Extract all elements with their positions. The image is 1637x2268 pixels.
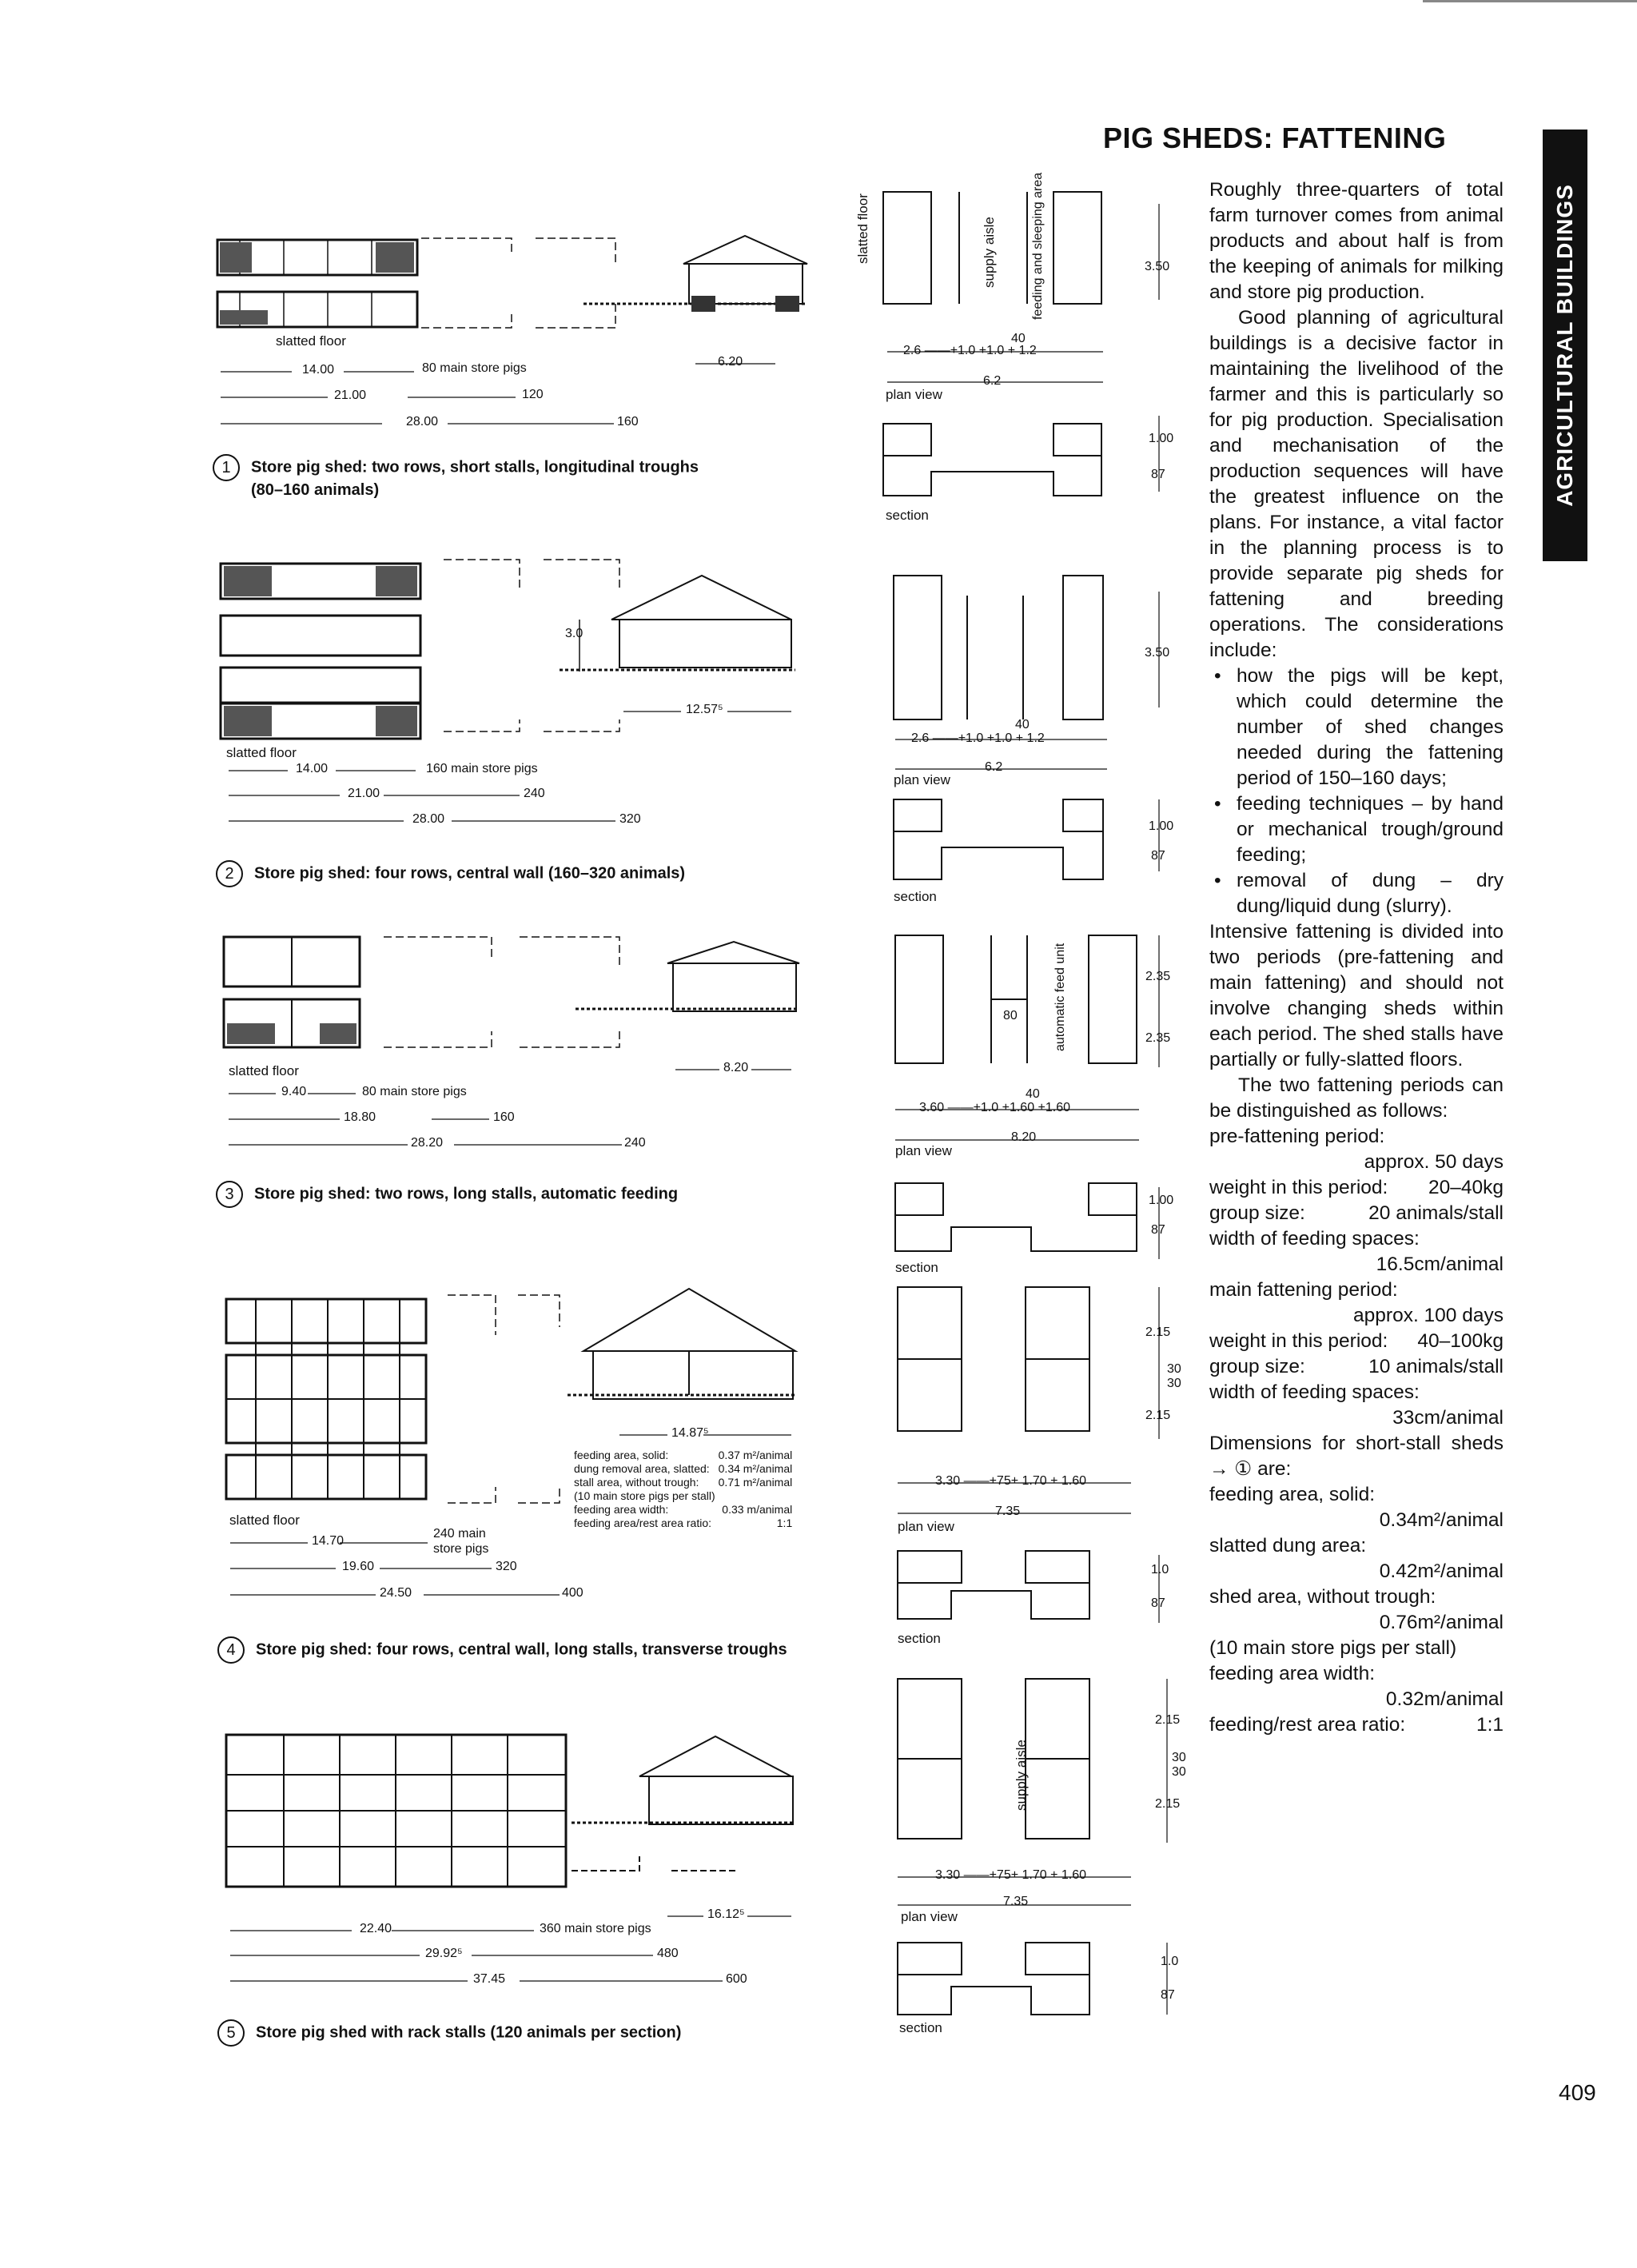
fig1-caption-line2: (80–160 animals) [251, 481, 380, 499]
fig3-section-drawing [576, 942, 799, 1011]
note-value [719, 1489, 796, 1503]
fig2-dim: 12.57⁵ [686, 703, 723, 716]
fig1-dim: 6.20 [718, 355, 743, 369]
detail4-h4: 2.15 [1145, 1409, 1171, 1422]
spec-value: 16.5cm/animal [1376, 1254, 1504, 1275]
fig5-dim: 37.45 [473, 1972, 506, 1986]
detail3-width: 8.20 [1011, 1130, 1037, 1144]
detail5-h2: 30 [1172, 1751, 1186, 1764]
note-label: (10 main store pigs per stall) [574, 1489, 715, 1502]
fig2-dim: 320 [619, 812, 641, 826]
spec-value: 10 animals/stall [1368, 1356, 1504, 1377]
list-item: • removal of dung – dry dung/liquid dung (slurry). [1237, 868, 1504, 919]
fig3-dim: 80 main store pigs [362, 1085, 467, 1098]
note-label: feeding area/rest area ratio: [574, 1517, 711, 1529]
fig2-dim: 21.00 [348, 787, 380, 800]
spec-value: 0.32m/animal [1385, 1688, 1504, 1710]
detail1-width: 6.2 [983, 374, 1002, 388]
detail3-row-dims: 3.60 ——+1.0 +1.60 +1.60 [919, 1101, 1071, 1114]
detail3-s2: 87 [1151, 1223, 1165, 1237]
pre-days: approx. 50 days [1364, 1151, 1504, 1173]
fig3-dim: 9.40 [281, 1085, 307, 1098]
detail5-h1: 2.15 [1155, 1713, 1181, 1727]
detail-4-section [898, 1551, 1089, 1619]
section-tab-label: AGRICULTURAL BUILDINGS [1552, 184, 1577, 507]
detail1-s2: 87 [1151, 468, 1165, 481]
detail-4-plan [898, 1287, 1089, 1431]
fig3-dim: 18.80 [344, 1110, 376, 1124]
body-text [1209, 177, 1504, 1738]
fig2-floor-label: slatted floor [226, 745, 297, 760]
fig4-floor-label: slatted floor [229, 1513, 300, 1528]
detail2-plan-view: plan view [894, 772, 950, 787]
fig5-plan-drawing [226, 1735, 566, 1887]
spec-value: 20–40kg [1428, 1177, 1504, 1198]
note-value: 0.37 m²/animal [718, 1449, 793, 1461]
detail5-s2: 87 [1161, 1988, 1175, 2002]
fig3-caption-line1: Store pig shed: two rows, long stalls, automatic feeding [254, 1185, 679, 1203]
note-value: 0.71 m²/animal [718, 1476, 793, 1489]
pre-label: pre-fattening period: [1209, 1126, 1385, 1147]
fig1-dim: 21.00 [334, 389, 367, 402]
considerations-list [1209, 664, 1504, 919]
fig5-caption-line1: Store pig shed with rack stalls (120 animals per section) [256, 2023, 682, 2042]
detail1-h1: 3.50 [1145, 260, 1170, 273]
detail1-supply-aisle-label: supply aisle [982, 217, 997, 288]
fig2-section-drawing [560, 576, 795, 672]
fig4-dim: 400 [562, 1586, 584, 1600]
note-label: feeding area width: [574, 1503, 669, 1516]
fig4-dim: 19.60 [342, 1560, 375, 1573]
fig5-dim: 22.40 [360, 1922, 392, 1935]
fig3-number: 3 [216, 1181, 243, 1208]
detail5-row-dims: 3.30 ——+75+ 1.70 + 1.60 [935, 1868, 1087, 1882]
fig1-caption [213, 454, 699, 500]
fig4-dim: store pigs [433, 1542, 489, 1556]
detail4-h1: 2.15 [1145, 1325, 1171, 1339]
fig2-dim: 3.0 [565, 627, 584, 640]
note-value: 0.34 m²/animal [718, 1462, 793, 1475]
fig5-dim: 16.12⁵ [707, 1907, 745, 1921]
fig1-dim: 160 [617, 415, 639, 428]
spec-label: group size: [1209, 1202, 1305, 1224]
fig2-plan-drawing [221, 560, 619, 739]
spec-label: feeding area, solid: [1209, 1484, 1376, 1505]
spec-value: 0.34m²/animal [1379, 1509, 1504, 1531]
detail5-width: 7.35 [1003, 1895, 1029, 1908]
fig2-caption [216, 860, 685, 887]
fig5-dim: 29.92⁵ [425, 1947, 463, 1960]
fig3-dim: 28.20 [411, 1136, 444, 1150]
detail3-h1: 2.35 [1145, 970, 1171, 983]
spec-label: width of feeding spaces: [1209, 1228, 1420, 1250]
detail-5-section [898, 1943, 1089, 2015]
detail-3-plan [895, 935, 1137, 1063]
detail4-row-dims: 3.30 ——+75+ 1.70 + 1.60 [935, 1474, 1087, 1488]
spec-label: feeding/rest area ratio: [1209, 1714, 1406, 1736]
spec-label: slatted dung area: [1209, 1535, 1367, 1557]
fig5-dim: 360 main store pigs [540, 1922, 651, 1935]
fig3-dim: 8.20 [723, 1061, 749, 1074]
paragraph: Intensive fattening is divided into two periods (pre-fattening and main fattening) and should not involve changing sheds within each period. The shed stalls have partially or fully-slatted floors. [1209, 921, 1504, 1070]
detail-2-section [894, 799, 1103, 879]
fig4-plan-drawing [226, 1295, 560, 1503]
detail3-h2: 2.35 [1145, 1031, 1171, 1045]
detail3-s1: 1.00 [1149, 1194, 1174, 1207]
detail5-supply-aisle-label: supply aisle [1014, 1740, 1029, 1811]
fig4-dim: 14.87⁵ [671, 1426, 709, 1440]
detail4-section: section [898, 1631, 941, 1646]
paragraph: Dimensions for short-stall sheds → ① are: [1209, 1433, 1504, 1480]
fig4-dim: 320 [496, 1560, 517, 1573]
detail1-top-dim: 40 [1011, 332, 1026, 345]
fig4-number: 4 [217, 1636, 245, 1664]
fig4-caption-line1: Store pig shed: four rows, central wall, long stalls, transverse troughs [256, 1640, 787, 1659]
detail1-section: section [886, 508, 929, 523]
detail3-section: section [895, 1260, 938, 1275]
detail4-width: 7.35 [995, 1505, 1021, 1518]
fig5-number: 5 [217, 2019, 245, 2047]
detail5-s1: 1.0 [1161, 1955, 1179, 1968]
fig5-caption [217, 2019, 681, 2047]
detail5-h4: 2.15 [1155, 1797, 1181, 1811]
spec-value: 0.76m²/animal [1379, 1612, 1504, 1633]
fig5-dim: 480 [657, 1947, 679, 1960]
spec-label: width of feeding spaces: [1209, 1381, 1420, 1403]
detail-1-section [883, 424, 1101, 496]
fig2-caption-line1: Store pig shed: four rows, central wall (160–320 animals) [254, 864, 686, 883]
detail4-h3: 30 [1167, 1377, 1181, 1390]
detail3-top-dim: 40 [1026, 1087, 1040, 1101]
fig1-section-drawing [584, 236, 807, 312]
detail-3-section [895, 1183, 1137, 1251]
detail2-row-dims: 2.6 ——+1.0 +1.0 + 1.2 [911, 731, 1045, 745]
spec-value: 40–100kg [1417, 1330, 1504, 1352]
fig2-dim: 28.00 [412, 812, 445, 826]
detail-2-plan [894, 576, 1103, 719]
fig4-dim: 24.50 [380, 1586, 412, 1600]
list-item: • how the pigs will be kept, which could determine the number of shed changes needed during the fattening period of 150–160 days; [1237, 664, 1504, 791]
note-value: 1:1 [776, 1517, 793, 1529]
detail2-h1: 3.50 [1145, 646, 1170, 660]
fig2-number: 2 [216, 860, 243, 887]
fig3-floor-label: slatted floor [229, 1063, 299, 1078]
fig4-notes [574, 1449, 795, 1530]
fig1-dim: 120 [522, 388, 544, 401]
fig1-plan-drawing [217, 238, 615, 328]
dimension-lines [221, 364, 791, 1981]
detail4-s1: 1.0 [1151, 1563, 1169, 1576]
fig3-plan-drawing [224, 937, 619, 1047]
detail2-s1: 1.00 [1149, 819, 1174, 833]
fig4-dim: 240 main [433, 1527, 486, 1541]
fig2-dim: 160 main store pigs [426, 762, 538, 775]
fig5-dim: 600 [726, 1972, 747, 1986]
fig4-section-drawing [568, 1289, 795, 1399]
detail4-h2: 30 [1167, 1362, 1181, 1376]
note-value: 0.33 m/animal [722, 1503, 793, 1516]
detail1-plan-view: plan view [886, 387, 942, 402]
detail3-automatic-label: automatic feed unit [1053, 943, 1067, 1051]
detail1-slatted-label: slatted floor [855, 193, 870, 264]
spec-label: weight in this period: [1209, 1330, 1388, 1352]
spec-label: group size: [1209, 1356, 1305, 1377]
spec-value: 20 animals/stall [1368, 1202, 1504, 1224]
fig2-dim: 14.00 [296, 762, 329, 775]
fig3-caption [216, 1181, 678, 1208]
detail4-s2: 87 [1151, 1596, 1165, 1610]
spec-label: shed area, without trough: [1209, 1586, 1436, 1608]
detail2-width: 6.2 [985, 760, 1003, 774]
spec-label: feeding area width: [1209, 1663, 1376, 1684]
spec-note: (10 main store pigs per stall) [1209, 1637, 1457, 1659]
fig1-caption-line1: Store pig shed: two rows, short stalls, longitudinal troughs [251, 458, 699, 476]
fig3-dim: 240 [624, 1136, 646, 1150]
detail-5-plan [898, 1679, 1089, 1839]
detail2-section: section [894, 889, 937, 904]
detail5-plan-view: plan view [901, 1909, 958, 1924]
spec-label: weight in this period: [1209, 1177, 1388, 1198]
note-label: stall area, without trough: [574, 1476, 699, 1489]
paragraph: The two fattening periods can be distinguished as follows: [1209, 1074, 1504, 1122]
list-item: • feeding techniques – by hand or mechanical trough/ground feeding; [1237, 791, 1504, 868]
detail1-feeding-label: feeding and sleeping area [1031, 172, 1045, 320]
detail3-plan-view: plan view [895, 1143, 952, 1158]
paragraph: Good planning of agricultural buildings is a decisive factor in maintaining the livelihood of the farmer and this is particularly so for pig production. Specialisation and mechanisation of the production sequences will have the greatest influence on the plans. For instance, a vital factor in the planning process is to provide separate pig sheds for fattening and breeding operations. The considerations include: [1209, 307, 1504, 661]
spec-value: 1:1 [1476, 1714, 1504, 1736]
main-label: main fattening period: [1209, 1279, 1398, 1301]
note-label: feeding area, solid: [574, 1449, 669, 1461]
page-title: PIG SHEDS: FATTENING [1103, 122, 1447, 154]
paragraph: Roughly three-quarters of total farm turnover comes from animal products and about half is from the keeping of animals for milking and store pig production. [1209, 179, 1504, 303]
fig1-dim: 14.00 [302, 363, 335, 377]
spec-value: 0.42m²/animal [1379, 1560, 1504, 1582]
detail2-top-dim: 40 [1015, 718, 1030, 731]
fig4-dim: 14.70 [312, 1534, 345, 1548]
detail3-mid-dim: 80 [1003, 1009, 1018, 1022]
fig3-dim: 160 [493, 1110, 515, 1124]
detail1-s1: 1.00 [1149, 432, 1174, 445]
page-number: 409 [1559, 2080, 1596, 2105]
fig2-dim: 240 [524, 787, 545, 800]
note-label: dung removal area, slatted: [574, 1462, 710, 1475]
fig1-number: 1 [213, 454, 240, 481]
detail1-row-dims: 2.6 ——+1.0 +1.0 + 1.2 [903, 344, 1037, 357]
detail5-h3: 30 [1172, 1765, 1186, 1779]
fig5-section-drawing [572, 1736, 795, 1871]
detail4-plan-view: plan view [898, 1519, 954, 1534]
detail2-s2: 87 [1151, 849, 1165, 863]
main-days: approx. 100 days [1353, 1305, 1504, 1326]
spec-value: 33cm/animal [1392, 1407, 1504, 1429]
fig4-caption [217, 1636, 787, 1664]
fig1-dim: 28.00 [406, 415, 439, 428]
fig1-dim: 80 main store pigs [422, 361, 527, 375]
fig1-floor-label: slatted floor [276, 333, 346, 349]
detail5-section: section [899, 2020, 942, 2035]
